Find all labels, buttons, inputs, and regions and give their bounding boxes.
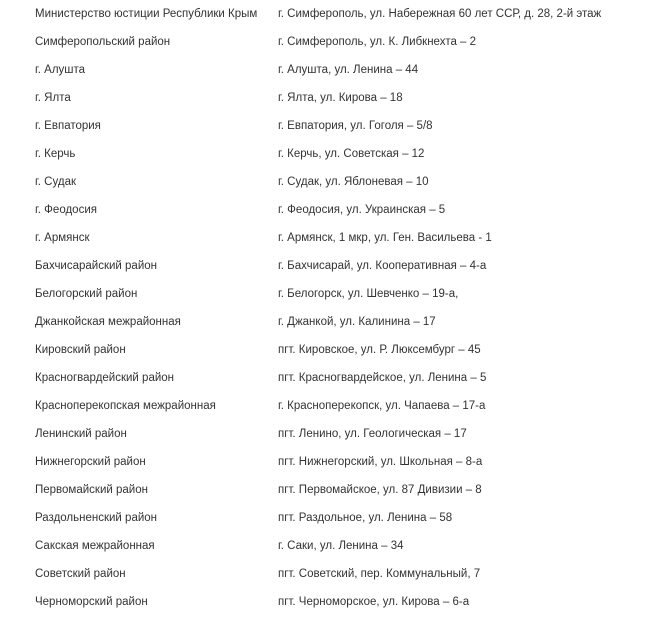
table-row xyxy=(0,308,665,336)
office-name: Бахчисарайский район xyxy=(35,260,158,272)
office-name: Черноморский район xyxy=(35,596,148,608)
office-name: Красноперекопская межрайонная xyxy=(35,400,216,412)
table-row xyxy=(0,56,665,84)
table-row xyxy=(0,84,665,112)
table-row xyxy=(0,28,665,56)
office-address: пгт. Первомайское, ул. 87 Дивизии – 8 xyxy=(278,484,482,496)
table-row xyxy=(0,392,665,420)
office-address: г. Судак, ул. Яблоневая – 10 xyxy=(278,176,429,188)
office-name: г. Евпатория xyxy=(35,120,101,132)
office-name: Красногвардейский район xyxy=(35,372,175,384)
office-address: пгт. Красногвардейское, ул. Ленина – 5 xyxy=(278,372,487,384)
office-name: Джанкойская межрайонная xyxy=(35,316,181,328)
table-row xyxy=(0,140,665,168)
table-row xyxy=(0,448,665,476)
office-address: г. Керчь, ул. Советская – 12 xyxy=(278,148,425,160)
office-name: Кировский район xyxy=(35,344,126,356)
office-address: пгт. Ленино, ул. Геологическая – 17 xyxy=(278,428,467,440)
table-row xyxy=(0,420,665,448)
table-row xyxy=(0,336,665,364)
table-row xyxy=(0,476,665,504)
office-name: Сакская межрайонная xyxy=(35,540,155,552)
office-address: пгт. Кировское, ул. Р. Люксембург – 45 xyxy=(278,344,481,356)
table-row xyxy=(0,560,665,588)
office-name: г. Керчь xyxy=(35,148,76,160)
office-address: пгт. Раздольное, ул. Ленина – 58 xyxy=(278,512,453,524)
office-name: г. Феодосия xyxy=(35,204,97,216)
office-name: г. Алушта xyxy=(35,64,86,76)
table-row xyxy=(0,504,665,532)
office-name: г. Судак xyxy=(35,176,76,188)
table-row xyxy=(0,112,665,140)
office-address: г. Алушта, ул. Ленина – 44 xyxy=(278,64,419,76)
office-address: пгт. Черноморское, ул. Кирова – 6-а xyxy=(278,596,470,608)
table-row xyxy=(0,364,665,392)
office-address: г. Ялта, ул. Кирова – 18 xyxy=(278,92,403,104)
table-row xyxy=(0,280,665,308)
office-address: пгт. Советский, пер. Коммунальный, 7 xyxy=(278,568,481,580)
table-row xyxy=(0,224,665,252)
office-address: г. Белогорск, ул. Шевченко – 19-а, xyxy=(278,288,459,300)
office-name: Советский район xyxy=(35,568,126,580)
office-name: Ленинский район xyxy=(35,428,127,440)
office-address: г. Феодосия, ул. Украинская – 5 xyxy=(278,204,446,216)
office-address: г. Симферополь, ул. Набережная 60 лет ССР, д. 28, 2-й этаж xyxy=(278,8,602,20)
table-row xyxy=(0,532,665,560)
table-row xyxy=(0,196,665,224)
office-name: Раздольненский район xyxy=(35,512,158,524)
office-address: г. Евпатория, ул. Гоголя – 5/8 xyxy=(278,120,433,132)
table-row xyxy=(0,588,665,616)
office-address: г. Красноперекопск, ул. Чапаева – 17-а xyxy=(278,400,486,412)
office-address: г. Джанкой, ул. Калинина – 17 xyxy=(278,316,436,328)
office-name: Белогорский район xyxy=(35,288,138,300)
office-address: пгт. Нижнегорский, ул. Школьная – 8-а xyxy=(278,456,483,468)
office-name: г. Ялта xyxy=(35,92,71,104)
office-name: Министерство юстиции Республики Крым xyxy=(35,8,258,20)
table-row xyxy=(0,0,665,28)
office-name: Первомайский район xyxy=(35,484,148,496)
table-row xyxy=(0,252,665,280)
office-address: г. Симферополь, ул. К. Либкнехта – 2 xyxy=(278,36,477,48)
office-address: г. Армянск, 1 мкр, ул. Ген. Васильева - 1 xyxy=(278,232,492,244)
office-address: г. Бахчисарай, ул. Кооперативная – 4-а xyxy=(278,260,487,272)
office-name: Нижнегорский район xyxy=(35,456,146,468)
office-name: Симферопольский район xyxy=(35,36,171,48)
office-address: г. Саки, ул. Ленина – 34 xyxy=(278,540,404,552)
office-name: г. Армянск xyxy=(35,232,90,244)
table-row xyxy=(0,168,665,196)
